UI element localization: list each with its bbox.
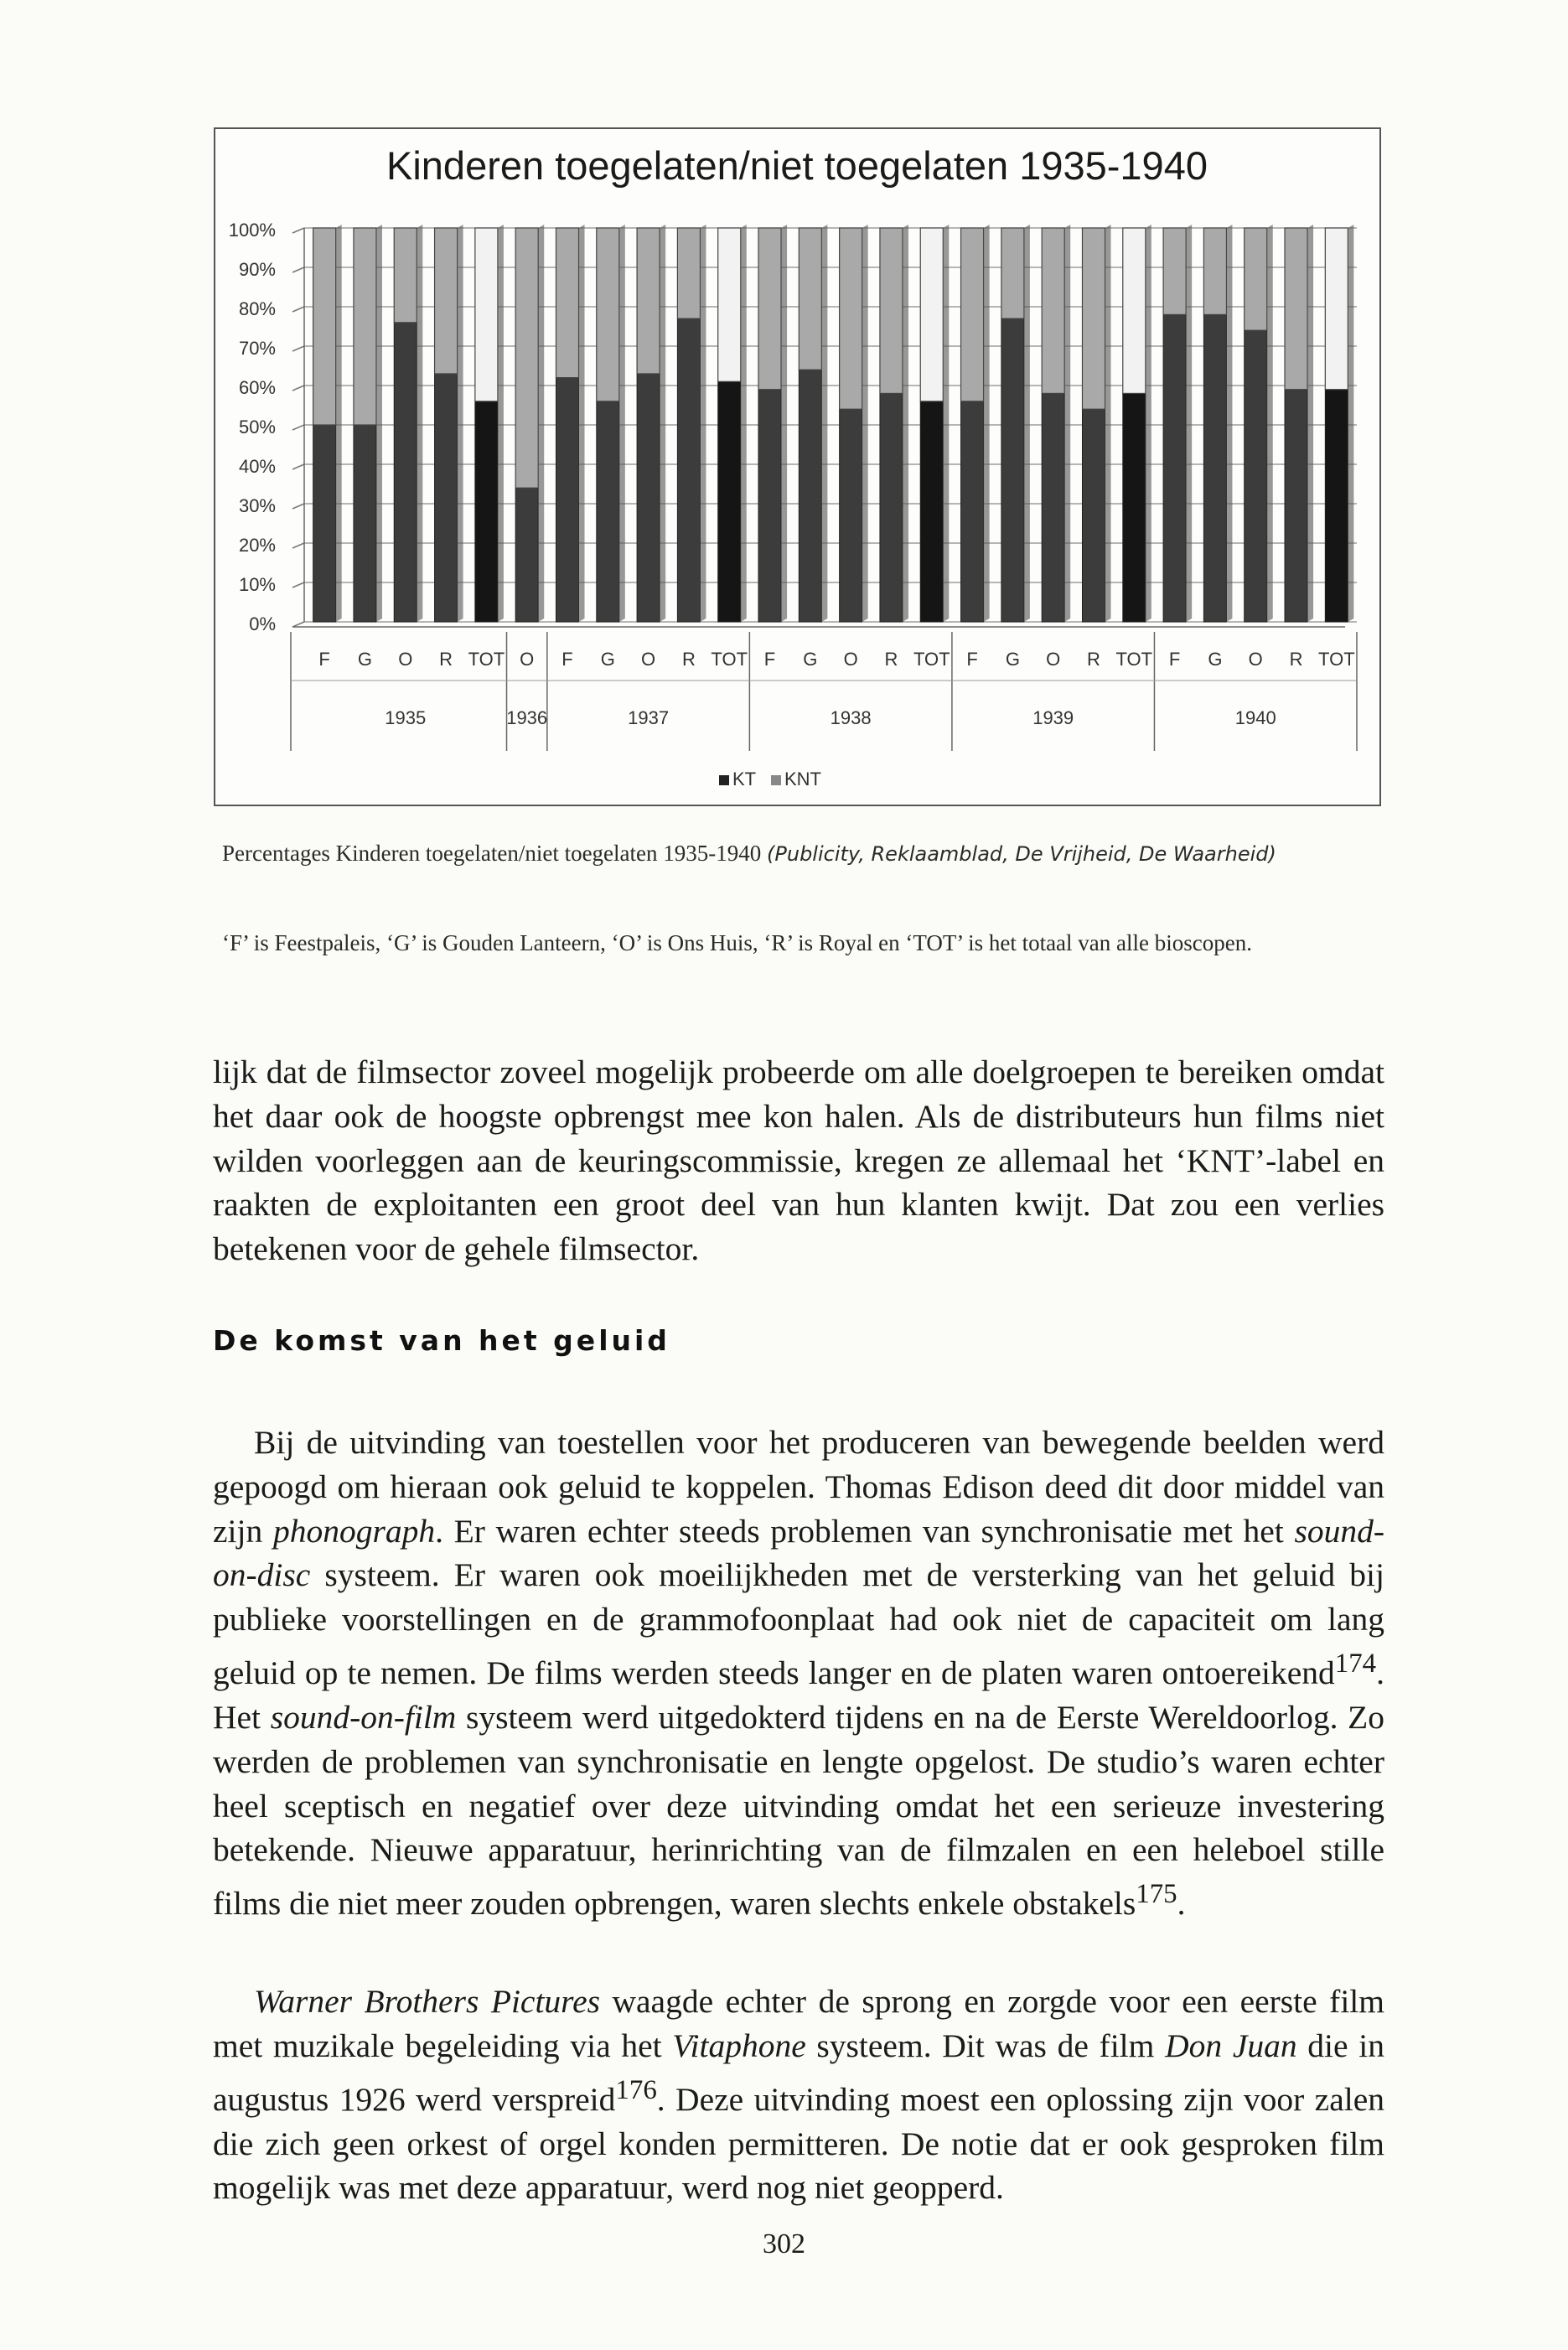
italic-term: Warner Brothers Pictures xyxy=(254,1983,600,2020)
x-category-label: G xyxy=(357,649,373,670)
x-category-label: G xyxy=(600,649,615,670)
bar-knt xyxy=(556,228,578,378)
text-run: Bij de uitvinding van toestellen voor het produceren van bewegende beelden werd gepoogd om hieraan ook geluid te koppelen. Thomas Edison deed dit door middel van zijn xyxy=(213,1424,1384,1550)
bar-knt xyxy=(758,228,781,390)
italic-term: Don Juan xyxy=(1165,2026,1297,2064)
y-tick-label: 20% xyxy=(238,535,276,556)
bar-knt xyxy=(718,228,741,381)
bar-depth xyxy=(579,225,585,622)
x-category-label: G xyxy=(1208,649,1223,670)
bar-depth xyxy=(862,225,868,622)
bar-depth xyxy=(1186,225,1192,622)
text-run: waagde echter de sprong en zorgde voor een eerste film met muzikale begeleiding via het xyxy=(213,1983,1384,2064)
bar-knt xyxy=(1245,228,1267,330)
x-category-label: F xyxy=(1168,649,1181,670)
x-category-label: G xyxy=(1005,649,1020,670)
x-category-label: TOT xyxy=(468,649,505,670)
bar-knt xyxy=(961,228,984,401)
bar-depth xyxy=(1226,225,1232,622)
bar-kt xyxy=(758,390,781,622)
figure-caption-legend: ‘F’ is Feestpaleis, ‘G’ is Gouden Lanteern, ‘O’ is Ons Huis, ‘R’ is Royal en ‘TOT’ is het totaal van alle bioscopen. xyxy=(222,930,1252,955)
x-category-label: O xyxy=(1248,649,1263,670)
bar-knt xyxy=(435,228,458,374)
x-category-label: TOT xyxy=(1115,649,1153,670)
bar-depth xyxy=(619,225,625,622)
bar-depth xyxy=(376,225,382,622)
x-category-label: F xyxy=(763,649,776,670)
text-run: die in augustus 1926 werd verspreid xyxy=(213,2026,1384,2118)
bar-depth xyxy=(1105,225,1111,622)
footnote-ref: 174 xyxy=(1334,1648,1377,1679)
bar-depth xyxy=(984,225,990,622)
bar-depth xyxy=(498,225,504,622)
paragraph-2 xyxy=(213,1421,1384,1926)
x-category-label: R xyxy=(884,649,898,670)
italic-term: Vitaphone xyxy=(672,2026,806,2064)
legend-swatch-kt xyxy=(719,775,729,785)
gridline-depth xyxy=(292,307,304,312)
bar-depth xyxy=(1348,225,1353,622)
y-tick-label: 60% xyxy=(238,377,276,398)
bar-kt xyxy=(1001,318,1024,622)
year-label: 1936 xyxy=(506,707,548,728)
bar-depth xyxy=(660,225,665,622)
bar-kt xyxy=(1082,409,1105,622)
y-tick-label: 50% xyxy=(238,417,276,437)
x-category-label: F xyxy=(561,649,573,670)
italic-term: sound-on-film xyxy=(270,1698,457,1736)
legend-swatch-knt xyxy=(771,775,781,785)
bar-kt xyxy=(920,401,943,622)
italic-term: sound-on-disc xyxy=(213,1512,1384,1594)
x-category-label: O xyxy=(641,649,656,670)
bar-knt xyxy=(1042,228,1064,393)
bar-kt xyxy=(1325,390,1348,622)
x-category-label: O xyxy=(520,649,535,670)
bar-kt xyxy=(718,381,741,622)
bar-kt xyxy=(515,488,538,622)
bar-kt xyxy=(1245,330,1267,622)
bar-depth xyxy=(538,225,544,622)
gridline-depth xyxy=(292,228,304,233)
gridline-depth xyxy=(292,582,304,588)
footnote-ref: 175 xyxy=(1136,1879,1177,1910)
year-label: 1938 xyxy=(830,707,872,728)
bar-knt xyxy=(313,228,336,425)
y-tick-label: 40% xyxy=(238,456,276,477)
bar-knt xyxy=(515,228,538,488)
gridline-depth xyxy=(292,425,304,430)
bar-kt xyxy=(1123,393,1146,622)
bar-knt xyxy=(840,228,862,409)
footnote-ref: 176 xyxy=(615,2074,657,2105)
bar-kt xyxy=(556,378,578,622)
gridline-depth xyxy=(292,267,304,272)
legend-label-kt: KT xyxy=(732,769,757,789)
year-label: 1939 xyxy=(1032,707,1074,728)
bar-depth xyxy=(1307,225,1313,622)
bar-knt xyxy=(354,228,376,425)
y-tick-label: 10% xyxy=(238,574,276,595)
x-category-label: R xyxy=(1087,649,1100,670)
text-run: . xyxy=(1177,1885,1186,1923)
bar-kt xyxy=(1285,390,1307,622)
bar-kt xyxy=(354,425,376,622)
chart-bars xyxy=(313,225,1354,622)
italic-term: phonograph xyxy=(272,1512,436,1550)
gridline-depth xyxy=(292,622,304,627)
bar-knt xyxy=(1082,228,1105,409)
bar-knt xyxy=(1123,228,1146,393)
bar-depth xyxy=(1064,225,1070,622)
year-label: 1935 xyxy=(385,707,427,728)
bar-depth xyxy=(336,225,342,622)
bar-kt xyxy=(961,401,984,622)
chart-title: Kinderen toegelaten/niet toegelaten 1935-1940 xyxy=(386,143,1208,188)
bar-depth xyxy=(943,225,949,622)
bar-knt xyxy=(799,228,821,370)
y-tick-label: 0% xyxy=(249,613,276,634)
bar-knt xyxy=(1203,228,1226,314)
x-category-label: R xyxy=(1289,649,1303,670)
bar-depth xyxy=(741,225,747,622)
x-category-label: O xyxy=(843,649,858,670)
legend-label-knt: KNT xyxy=(784,769,821,789)
gridline-depth xyxy=(292,504,304,509)
section-heading: De komst van het geluid xyxy=(213,1324,670,1357)
chart-legend xyxy=(719,769,821,789)
text-run: . Het xyxy=(213,1654,1384,1736)
bar-kt xyxy=(1042,393,1064,622)
x-axis xyxy=(291,632,1357,751)
bar-kt xyxy=(394,323,417,622)
bar-knt xyxy=(475,228,498,401)
x-category-label: O xyxy=(398,649,413,670)
gridline-depth xyxy=(292,543,304,548)
bar-knt xyxy=(1285,228,1307,390)
x-category-label: G xyxy=(803,649,818,670)
bar-kt xyxy=(313,425,336,622)
bar-knt xyxy=(597,228,619,401)
bar-depth xyxy=(1146,225,1151,622)
paragraph-3 xyxy=(213,1980,1384,2210)
bar-knt xyxy=(1163,228,1186,314)
y-tick-label: 30% xyxy=(238,495,276,516)
gridline-depth xyxy=(292,464,304,469)
bar-depth xyxy=(1267,225,1273,622)
bar-depth xyxy=(417,225,422,622)
text-run: . Deze uitvinding moest een oplossing zijn voor zalen die zich geen orkest of orgel konden permitteren. De notie dat er ook gesproken film mogelijk was met deze apparatuur, werd nog niet geopperd. xyxy=(213,2080,1384,2207)
y-tick-label: 70% xyxy=(238,338,276,359)
caption-sources: (Publicity, Reklaamblad, De Vrijheid, De Waarheid) xyxy=(767,842,1276,866)
gridline-depth xyxy=(292,386,304,391)
bar-kt xyxy=(840,409,862,622)
bar-kt xyxy=(1163,314,1186,622)
bar-depth xyxy=(903,225,908,622)
bar-depth xyxy=(700,225,706,622)
y-tick-label: 100% xyxy=(228,220,276,241)
year-label: 1940 xyxy=(1234,707,1276,728)
bar-kt xyxy=(677,318,700,622)
paragraph-text: lijk dat de filmsector zoveel mogelijk probeerde om alle doelgroepen te bereiken omdat het daar ook de hoogste opbrengst mee kon halen. Als de distributeurs hun films niet wilden voorleggen aan de keuringscommissie, kregen ze allemaal het ‘KNT’-label en raakten de exploitanten een groot deel van hun klanten kwijt. Dat zou een verlies betekenen voor de gehele filmsector. xyxy=(213,1053,1384,1268)
page-number: 302 xyxy=(763,2228,805,2259)
bar-depth xyxy=(781,225,787,622)
caption-text: Percentages Kinderen toegelaten/niet toegelaten 1935-1940 xyxy=(222,841,768,866)
x-category-label: R xyxy=(439,649,453,670)
bar-knt xyxy=(1001,228,1024,318)
x-category-label: F xyxy=(966,649,978,670)
bar-kt xyxy=(475,401,498,622)
gridline-depth xyxy=(292,346,304,351)
x-category-label: TOT xyxy=(913,649,950,670)
stacked-bar-chart xyxy=(215,129,1379,805)
bar-knt xyxy=(637,228,660,374)
x-category-label: R xyxy=(681,649,696,670)
bar-kt xyxy=(637,374,660,622)
bar-knt xyxy=(394,228,417,323)
text-run: systeem. Dit was de film xyxy=(805,2026,1166,2064)
bar-depth xyxy=(1024,225,1030,622)
bar-depth xyxy=(458,225,463,622)
y-tick-label: 80% xyxy=(238,298,276,319)
x-category-label: F xyxy=(318,649,330,670)
figure-caption xyxy=(222,841,1379,867)
bar-kt xyxy=(1203,314,1226,622)
bar-kt xyxy=(435,374,458,622)
y-tick-label: 90% xyxy=(238,259,276,280)
x-category-label: TOT xyxy=(711,649,748,670)
bar-depth xyxy=(821,225,827,622)
bar-knt xyxy=(1325,228,1348,390)
bar-kt xyxy=(880,393,903,622)
bar-knt xyxy=(677,228,700,318)
bar-kt xyxy=(799,370,821,622)
paragraph-1 xyxy=(213,1050,1384,1271)
text-run: systeem. Er waren ook moeilijkheden met de versterking van het geluid bij publieke voorstellingen en de grammofoonplaat had ook niet de capaciteit om lang geluid op te nemen. De films werden steeds langer en de platen waren ontoereikend xyxy=(213,1556,1384,1692)
bar-knt xyxy=(880,228,903,393)
year-label: 1937 xyxy=(628,707,670,728)
chart-frame xyxy=(214,127,1381,806)
text-run: systeem werd uitgedokterd tijdens en na de Eerste Wereldoorlog. Zo werden de problemen van synchronisatie en lengte opgelost. De studio’s waren echter heel sceptisch en negatief over deze uitvinding omdat het een serieuze investering betekende. Nieuwe apparatuur, herinrichting van de filmzalen en een heleboel stille films die niet meer zouden opbrengen, waren slechts enkele obstakels xyxy=(213,1698,1384,1923)
x-category-label: O xyxy=(1046,649,1061,670)
bar-knt xyxy=(920,228,943,401)
x-category-label: TOT xyxy=(1318,649,1355,670)
bar-kt xyxy=(597,401,619,622)
text-run: . Er waren echter steeds problemen van synchronisatie met het xyxy=(435,1512,1295,1550)
